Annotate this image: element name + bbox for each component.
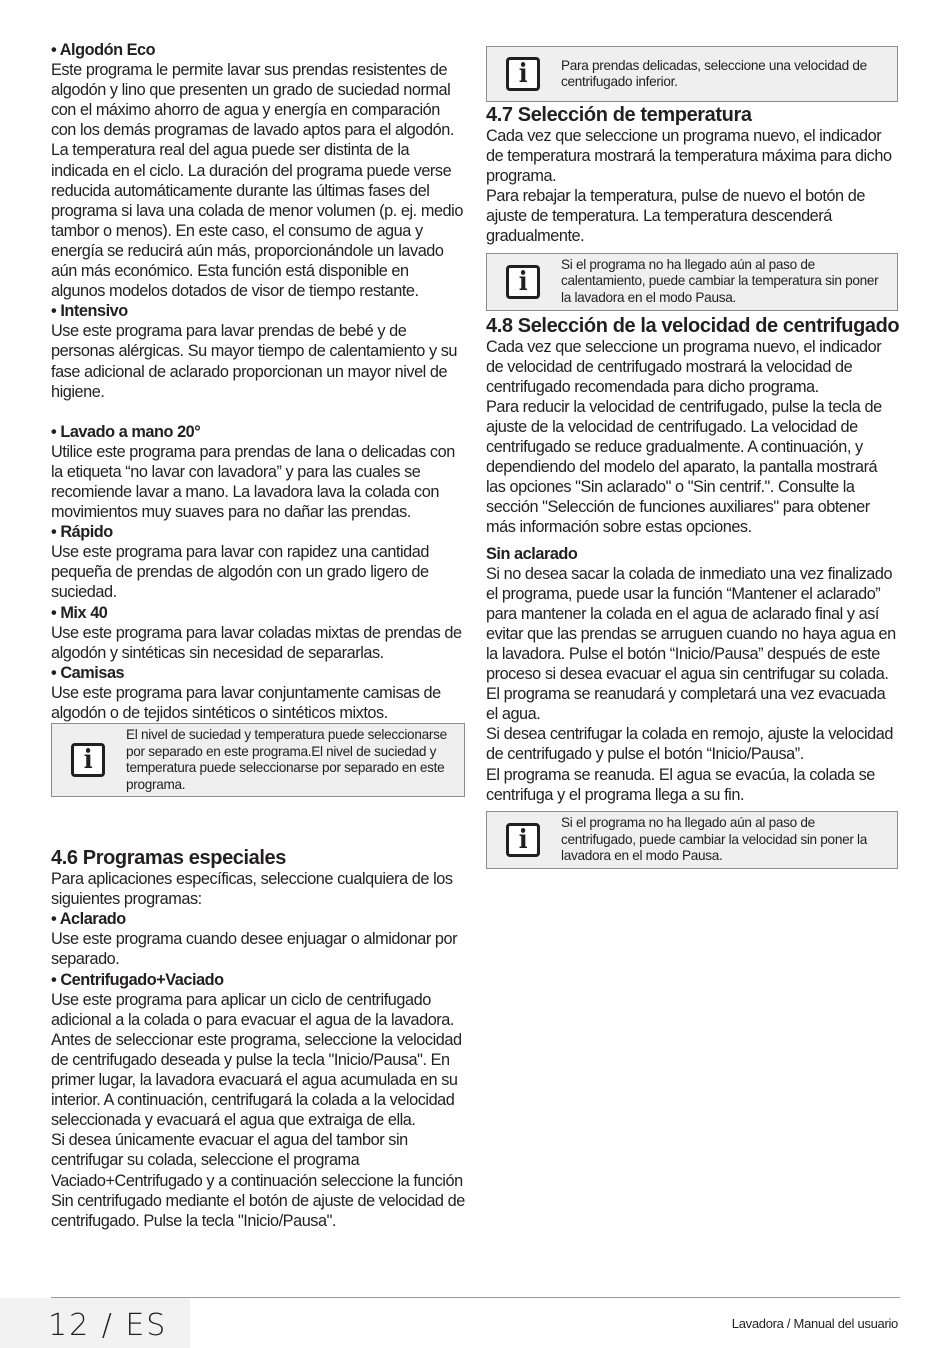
- paragraph-intensivo: Use este programa para lavar prendas de bebé y de personas alérgicas. Su mayor tiempo de calentamiento y su fase adicional de aclarado proporcionan un mayor nivel de higiene.: [51, 322, 458, 401]
- info-note-text: El nivel de suciedad y temperatura puede seleccionarse por separado en este programa.El nivel de suciedad y temperatura puede seleccionarse por separado en este programa.: [126, 727, 447, 792]
- paragraph-sin-aclarado-3: El programa se reanuda. El agua se evacúa, la colada se centrifuga y el programa llega a su fin.: [486, 765, 875, 804]
- info-note-temperatura: [486, 253, 898, 311]
- section-title-4-8: 4.8 Selección de la velocidad de centrifugado: [486, 314, 900, 337]
- heading-intensivo: • Intensivo: [51, 302, 128, 321]
- info-icon: i: [52, 743, 124, 777]
- section-title-4-6: 4.6 Programas especiales: [51, 847, 286, 870]
- info-note-text: Si el programa no ha llegado aún al paso de calentamiento, puede cambiar la temperatura sin poner la lavadora en el modo Pausa.: [561, 256, 879, 305]
- paragraph-algodon-eco: Este programa le permite lavar sus prendas resistentes de algodón y lino que presenten un grado de suciedad normal con el máximo ahorro de agua y energía en comparación con los demás programas de lavado aptos para el algodón. La temperatura real del agua puede ser distinta de la indicada en el ciclo. La duración del programa puede verse reducida automáticamente durante las últimas fases del programa si lava una colada de menor volumen (p. ej. medio tambor o menos). En este caso, el consumo de agua y energía se reducirá aún más, proporcionándole un lavado aún más económico. Esta función está disponible en algunos modelos dotados de visor de tiempo restante.: [51, 61, 463, 301]
- paragraph-temperatura-2: Para rebajar la temperatura, pulse de nuevo el botón de ajuste de temperatura. La temperatura descenderá gradualmente.: [486, 187, 865, 246]
- paragraph-aclarado: Use este programa cuando desee enjuagar o almidonar por separado.: [51, 930, 458, 969]
- heading-mix40: • Mix 40: [51, 603, 108, 622]
- heading-rapido: • Rápido: [51, 523, 113, 542]
- info-note-delicadas: [486, 46, 898, 102]
- info-note-centrifugado: [486, 811, 898, 869]
- heading-sin-aclarado: Sin aclarado: [486, 544, 578, 563]
- heading-aclarado: • Aclarado: [51, 910, 126, 929]
- paragraph-sin-aclarado-1: Si no desea sacar la colada de inmediato una vez finalizado el programa, puede usar la función “Mantener el aclarado” para mantener la colada en el agua de aclarado final y así evitar que las prendas se arruguen cuando no haya agua en la lavadora. Pulse el botón “Inicio/Pausa” después de este proceso si desea evacuar el agua sin centrifugar su colada. El programa se reanudará y completará una vez evacuada el agua.: [486, 564, 896, 724]
- heading-lavado-mano: • Lavado a mano 20°: [51, 422, 201, 441]
- paragraph-temperatura-1: Cada vez que seleccione un programa nuevo, el indicador de temperatura mostrará la temperatura máxima para dicho programa.: [486, 127, 892, 186]
- heading-camisas: • Camisas: [51, 663, 125, 682]
- right-column: [486, 46, 900, 869]
- paragraph-rapido: Use este programa para lavar con rapidez una cantidad pequeña de prendas de algodón con un grado ligero de suciedad.: [51, 543, 429, 602]
- info-icon: i: [487, 57, 559, 91]
- paragraph-centrifugado-2: Si desea únicamente evacuar el agua del tambor sin centrifugar su colada, seleccione el programa Vaciado+Centrifugado y a continuación seleccione la función Sin centrifugado mediante el botón de ajuste de velocidad de centrifugado. Pulse la tecla "Inicio/Pausa".: [51, 1131, 465, 1230]
- paragraph-sin-aclarado-2: Si desea centrifugar la colada en remojo, ajuste la velocidad de centrifugado y pulse el botón “Inicio/Pausa”.: [486, 725, 893, 764]
- heading-centrifugado-vaciado: • Centrifugado+Vaciado: [51, 970, 224, 989]
- info-icon: i: [487, 823, 559, 857]
- info-note-text: Para prendas delicadas, seleccione una velocidad de centrifugado inferior.: [561, 57, 867, 89]
- paragraph-centrifugado-1: Use este programa para aplicar un ciclo de centrifugado adicional a la colada o para evacuar el agua de la lavadora. Antes de seleccionar este programa, seleccione la velocidad de centrifugado deseada y pulse la tecla "Inicio/Pausa". En primer lugar, la lavadora evacuará el agua acumulada en su interior. A continuación, centrifugará la colada a la velocidad seleccionada y evacuará el agua que extraiga de ella.: [51, 990, 462, 1130]
- section-title-4-7: 4.7 Selección de temperatura: [486, 104, 752, 126]
- info-note-camisas: [51, 723, 465, 797]
- paragraph-centrifugado-velocidad-1: Cada vez que seleccione un programa nuevo, el indicador de velocidad de centrifugado mostrará la velocidad de centrifugado recomendada para dicho programa.: [486, 337, 882, 396]
- info-icon: i: [487, 265, 559, 299]
- paragraph-mix40: Use este programa para lavar coladas mixtas de prendas de algodón y sintéticas sin necesidad de separarlas.: [51, 623, 462, 662]
- heading-algodon-eco: • Algodón Eco: [51, 41, 156, 59]
- page-number: 12 / ES: [48, 1308, 168, 1343]
- manual-title: Lavadora / Manual del usuario: [731, 1316, 898, 1331]
- paragraph-centrifugado-velocidad-2: Para reducir la velocidad de centrifugado, pulse la tecla de ajuste de la velocidad de centrifugado. La velocidad de centrifugado se reduce gradualmente. A continuación, y dependiendo del modelo del aparato, la pantalla mostrará las opciones "Sin aclarado" o "Sin centrif.". Consulte la sección "Selección de funciones auxiliares" para obtener más información sobre estas opciones.: [486, 397, 882, 537]
- left-column: [51, 40, 465, 1231]
- paragraph-lavado-mano: Utilice este programa para prendas de lana o delicadas con la etiqueta “no lavar con lavadora” y para las cuales se recomiende lavar a mano. La lavadora lava la colada con movimientos muy suaves para no dañar las prendas.: [51, 442, 455, 522]
- paragraph-programas-especiales: Para aplicaciones específicas, seleccione cualquiera de los siguientes programas:: [51, 870, 453, 909]
- paragraph-camisas: Use este programa para lavar conjuntamente camisas de algodón o de tejidos sintéticos o sintéticos mixtos.: [51, 683, 441, 722]
- info-note-text: Si el programa no ha llegado aún al paso de centrifugado, puede cambiar la velocidad sin poner la lavadora en el modo Pausa.: [561, 815, 868, 863]
